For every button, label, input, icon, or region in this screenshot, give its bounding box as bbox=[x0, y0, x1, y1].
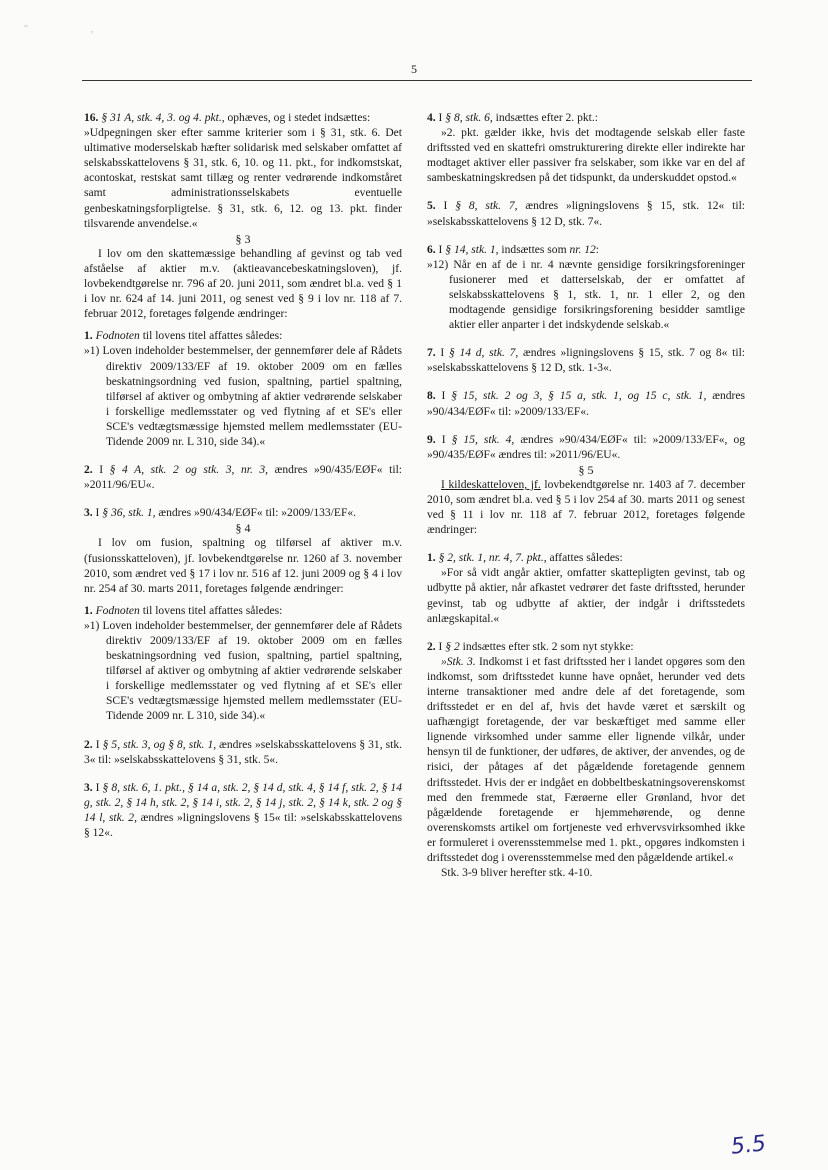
right-column bbox=[427, 111, 745, 881]
s4-amendment-2: 2. I § 5, stk. 3, og § 8, stk. 1, ændres »selskabsskattelovens § 31, stk. 3« til: »selskabsskattelovens § 31, stk. 5«. bbox=[84, 738, 402, 766]
left-column bbox=[84, 111, 402, 841]
section-5-heading: § 5 bbox=[578, 462, 594, 477]
s5-amendment-2-text: »Stk. 3. Indkomst i et fast driftssted her i landet opgøres som den indkomst, som driftsstedet kunne have opnået, herunder ved dets interne transaktioner med andre dele af det foretagende, som driftsstedet er en del af, hvis det havde været et særskilt og uafhængigt foretagende, der var beskæftiget med samme eller lignende virksomhed under samme eller lignende vilkår, under hensyn til de funktioner, der udføres, de aktiver, der anvendes, og de risici, der påtages af det pågældende foretagende gennem driftsstedet. Hvis der er indgået en dobbeltbeskatningsoverenskomst med den fremmede stat, Færøerne eller Grønland, hvor det pågældende foretagende er hjemmehørende, og denne overenskomsts artikel om fortjeneste ved erhvervsvirksomhed ikke er formuleret i overensstemmelse med 1. pkt., opgøres indkomsten i driftsstedet dog i overensstemmelse med den pågældende artikel.« bbox=[427, 655, 745, 865]
amendment-6-text: »12) Når en af de i nr. 4 nævnte gensidige forsikringsforeninger fusionerer med et datterselskab, der er omfattet af selskabsskattelovens § 1, stk. 1, nr. 1 eller 2, og den modtagende gensidige forsikringsforening besidder samtlige aktier eller anparter i det indskydende selskab.« bbox=[427, 258, 745, 332]
margin-marks: " , bbox=[24, 24, 124, 35]
handwritten-page-mark: 5.5 bbox=[729, 1131, 768, 1160]
amendment-5: 5. I § 8, stk. 7, ændres »ligningslovens § 15, stk. 12« til: »selskabsskattelovens § 12 D, stk. 7«. bbox=[427, 200, 746, 228]
s5-amendment-2-renumber: Stk. 3-9 bliver herefter stk. 4-10. bbox=[441, 867, 593, 880]
section-4-heading: § 4 bbox=[235, 521, 251, 536]
s4-amendment-3: 3. I § 8, stk. 6, 1. pkt., § 14 a, stk. 2, § 14 d, stk. 4, § 14 f, stk. 2, § 14 g, stk. 2, § 14 h, stk. 2, § 14 i, stk. 2, § 14 j, stk. 2, § 14 k, stk. 2 og § 14 l, stk. 2, ændres »ligningslovens § 15« til: »selskabsskattelovens § 12«. bbox=[84, 781, 402, 840]
s5-amendment-1: 1. § 2, stk. 1, nr. 4, 7. pkt., affattes således: bbox=[427, 552, 623, 565]
amendment-4-text: »2. pkt. gælder ikke, hvis det modtagende selskab eller faste driftssted ved en skattefri omstrukturering direkte eller indirekte har modtaget aktiver eller passiver fra selskaber, som ikke var en del af sambeskatningskredsen på det tidspunkt, da underskuddet opstod.« bbox=[427, 127, 745, 185]
s4-amendment-1-text: »1) Loven indeholder bestemmelser, der gennemfører dele af Rådets direktiv 2009/133/EF af 19. oktober 2009 om en fælles beskatningsordning ved fusion, spaltning, partiel spaltning, tilførsel af aktiver og ombytning af aktier vedrørende selskaber i forskellige medlemsstater og ved flytning af et SE's eller SCE's vedtægtsmæssige hjemsted mellem medlemsstater (EU-Tidende 2009 nr. L 310, side 34).« bbox=[84, 619, 402, 723]
amendment-16-text: »Udpegningen sker efter samme kriterier som i § 31, stk. 6. Det ultimative moderselskab hæfter solidarisk med selskaber omfattet af selskabsskattelovens § 31, stk. 6, 10. og 11. pkt., for indkomstskat, acontoskat, restskat samt tillæg og renter vedrørende indkomståret samt administrationsselskabets eventuelle genbeskatningsforpligtelse. § 31, stk. 6, 12. og 13. pkt. finder tilsvarende anvendelse.« bbox=[84, 127, 402, 230]
amendment-7: 7. I § 14 d, stk. 7, ændres »ligningslovens § 15, stk. 7 og 8« til: »selskabsskattelovens § 12 D, stk. 1-3«. bbox=[427, 347, 745, 375]
s5-amendment-2: 2. I § 2 indsættes efter stk. 2 som nyt stykke: bbox=[427, 640, 634, 653]
amendment-9: 9. I § 15, stk. 4, ændres »90/434/EØF« til: »2009/133/EF«, og »90/435/EØF« ændres til: »2011/96/EU«. bbox=[427, 433, 745, 461]
section-5-intro: I kildeskatteloven, jf. lovbekendtgørelse nr. 1403 af 7. december 2010, som ændret bl.a. ved § 5 i lov 254 af 30. marts 2011 og senest ved § 11 i lov nr. 118 af 7. februar 2012, foretages følgende ændringer: bbox=[427, 478, 745, 537]
amendment-6: 6. I § 14, stk. 1, indsættes som nr. 12: bbox=[427, 243, 599, 256]
s3-amendment-1-text: »1) Loven indeholder bestemmelser, der gennemfører dele af Rådets direktiv 2009/133/EF af 19. oktober 2009 om en fælles beskatningsordning ved fusion, spaltning, partiel spaltning, tilførsel af aktiver og ombytning af aktier vedrørende selskaber i forskellige medlemsstater og ved flytning af et SE's eller SCE's vedtægtsmæssige hjemsted mellem medlemsstater (EU-Tidende 2009 nr. L 310, side 34).« bbox=[84, 345, 402, 448]
s3-amendment-1: 1. Fodnoten til lovens titel affattes således: bbox=[84, 330, 283, 343]
page-number: 5 bbox=[411, 62, 417, 76]
section-3-heading: § 3 bbox=[235, 231, 251, 246]
s4-amendment-1: 1. Fodnoten til lovens titel affattes således: bbox=[84, 604, 283, 617]
section-3-intro: I lov om den skattemæssige behandling af gevinst og tab ved afståelse af aktier m.v. (aktieavancebeskatningsloven), jf. lovbekendtgørelse nr. 796 af 20. juni 2011, som ændret bl.a. ved § 1 i lov nr. 624 af 14. juni 2011, og senest ved § 9 i lov nr. 118 af 7. februar 2012, foretages følgende ændringer: bbox=[84, 247, 402, 321]
s3-amendment-3: 3. I § 36, stk. 1, ændres »90/434/EØF« til: »2009/133/EF«. bbox=[84, 507, 357, 520]
amendment-4: 4. I § 8, stk. 6, indsættes efter 2. pkt.: bbox=[427, 112, 598, 124]
s3-amendment-2: 2. I § 4 A, stk. 2 og stk. 3, nr. 3, ændres »90/435/EØF« til: »2011/96/EU«. bbox=[84, 464, 402, 492]
amendment-8: 8. I § 15, stk. 2 og 3, § 15 a, stk. 1, og 15 c, stk. 1, ændres »90/434/EØF« til: »2009/133/EF«. bbox=[427, 390, 745, 418]
header-rule bbox=[82, 80, 752, 81]
section-4-intro: I lov om fusion, spaltning og tilførsel af aktiver m.v. (fusionsskatteloven), jf. lovbekendtgørelse nr. 1260 af 3. november 2010, som ændret ved § 17 i lov nr. 516 af 12. juni 2009 og § 4 i lov nr. 254 af 30. marts 2011, foretages følgende ændringer: bbox=[84, 537, 402, 595]
s5-amendment-1-text: »For så vidt angår aktier, omfatter skattepligten gevinst, tab og udbytte på aktier, når afkastet vedrører det faste driftssted, herunder gevinst, tab og udbytte af aktier, der indgår i driftsstedets anlægskapital.« bbox=[427, 567, 745, 625]
amendment-16: 16. § 31 A, stk. 4, 3. og 4. pkt., ophæves, og i stedet indsættes: bbox=[84, 112, 371, 124]
